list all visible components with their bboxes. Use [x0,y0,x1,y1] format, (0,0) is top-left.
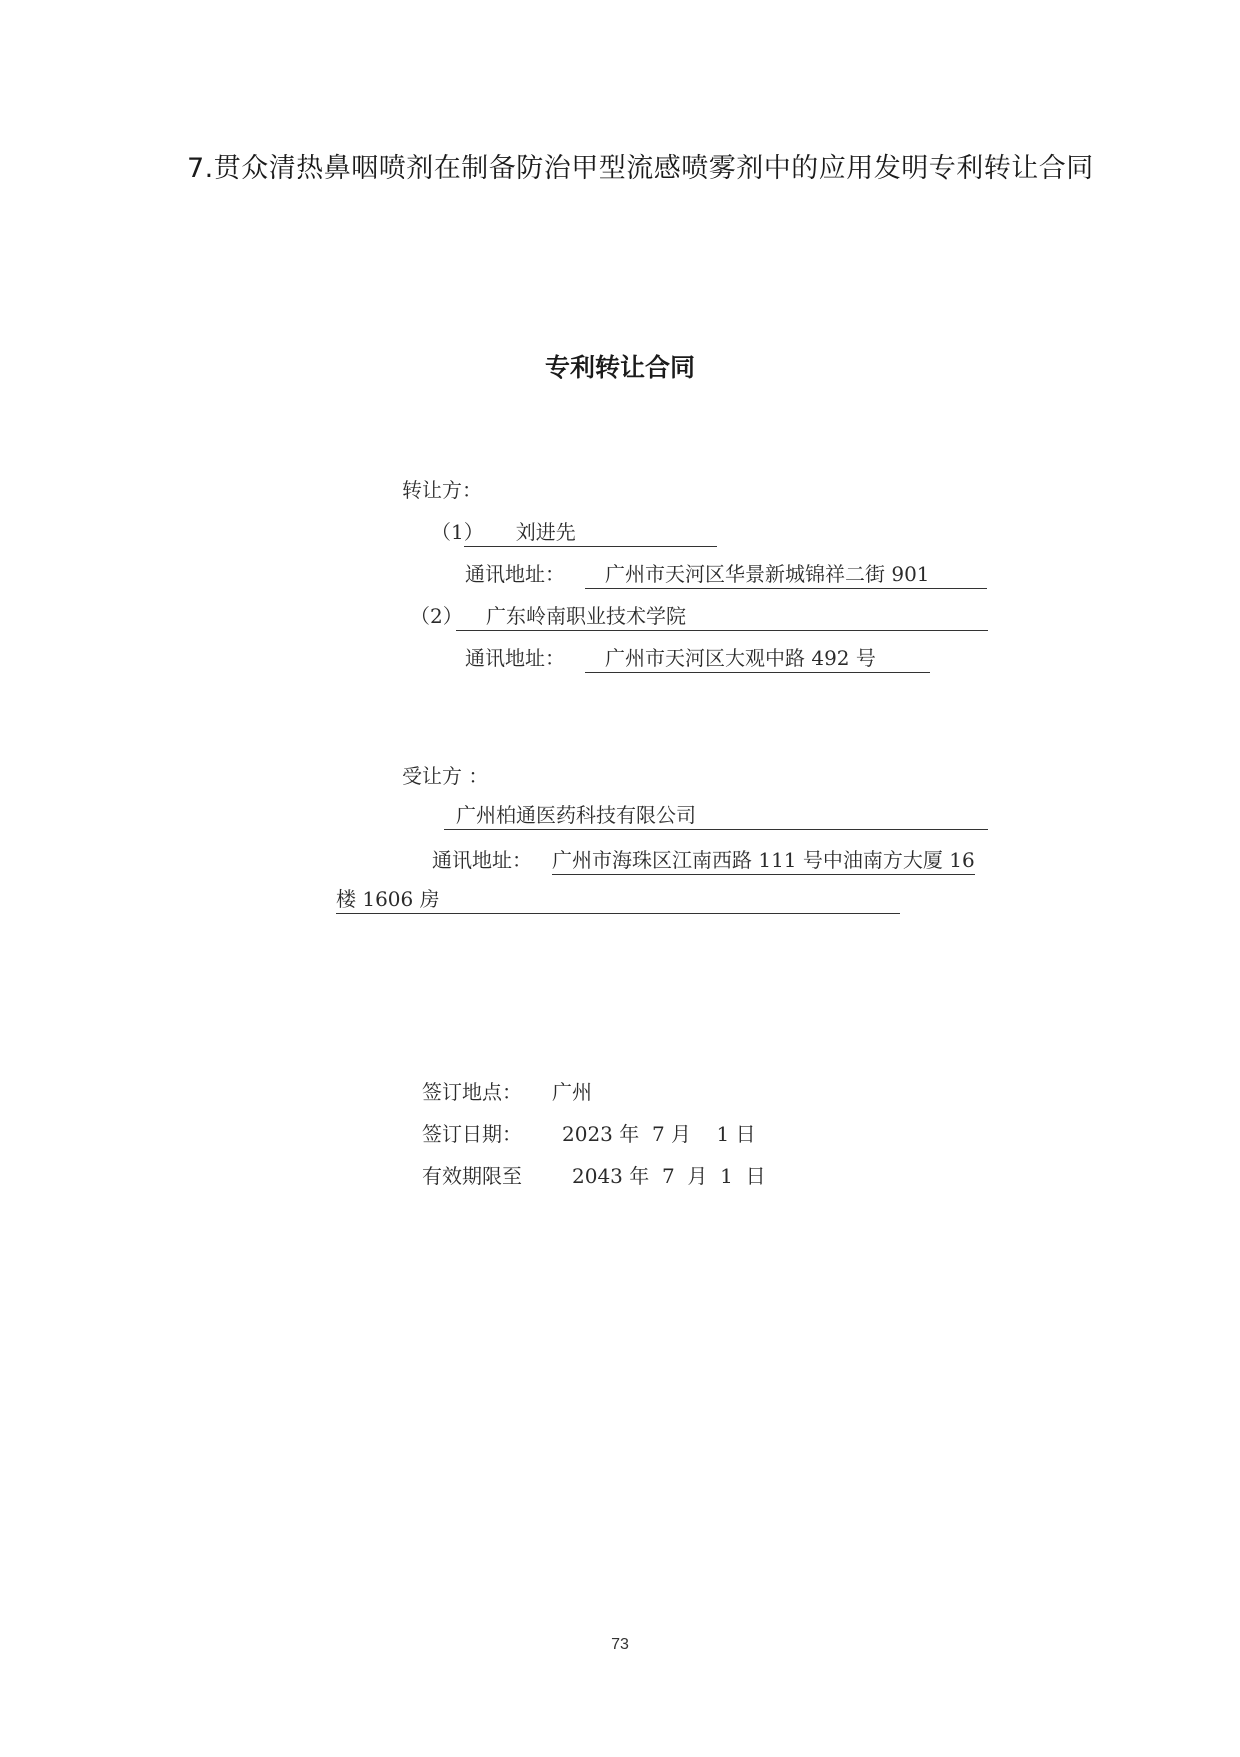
transferee-address-line1: 广州市海珠区江南西路 111 号中油南方大厦 16 [552,847,975,875]
transferor-1-address-row [465,558,987,589]
transferor-1-index-close: ） [464,519,492,547]
transferee-label: 受让方 ： [402,764,489,788]
signing-place-row [422,1076,592,1105]
validity-date: 2043 年 7 月 1 日 [572,1164,766,1188]
transferor-1-name: 刘进先 [492,519,717,547]
transferor-1-index-open: （1 [431,520,464,544]
signing-date: 2023 年 7 月 1 日 [562,1122,756,1146]
transferee-name-row [444,802,988,830]
transferor-2-row [410,600,988,631]
transferor-label: 转让方： [402,478,482,502]
transferee-address-line2: 楼 1606 房 [336,886,900,914]
transferee-address-row-2 [336,886,900,914]
signing-place: 广州 [552,1080,592,1104]
transferor-2-address-row [465,642,930,673]
transferor-1-address: 广州市天河区华景新城锦祥二街 901 [585,561,987,589]
signing-date-label: 签订日期： [422,1122,522,1146]
contract-title: 专利转让合同 [544,353,695,382]
transferor-1-address-label: 通讯地址： [465,562,565,586]
transferor-2-name: 广东岭南职业技术学院 [456,603,988,631]
signing-place-label: 签订地点： [422,1080,522,1104]
validity-row [422,1160,766,1189]
transferor-2-address-label: 通讯地址： [465,646,565,670]
transferee-address-label: 通讯地址： [432,848,532,872]
transferor-2-address: 广州市天河区大观中路 492 号 [585,645,930,673]
transferee-name: 广州柏通医药科技有限公司 [444,802,988,830]
transferor-2-index: （2） [410,604,463,628]
page-number: 73 [611,1636,629,1653]
validity-label: 有效期限至 [422,1164,522,1188]
signing-date-row [422,1118,756,1147]
transferee-address-row [432,844,975,875]
section-heading: 7.贯众清热鼻咽喷剂在制备防治甲型流感喷雾剂中的应用发明专利转让合同 [187,153,1094,184]
transferor-1-row [431,516,717,547]
